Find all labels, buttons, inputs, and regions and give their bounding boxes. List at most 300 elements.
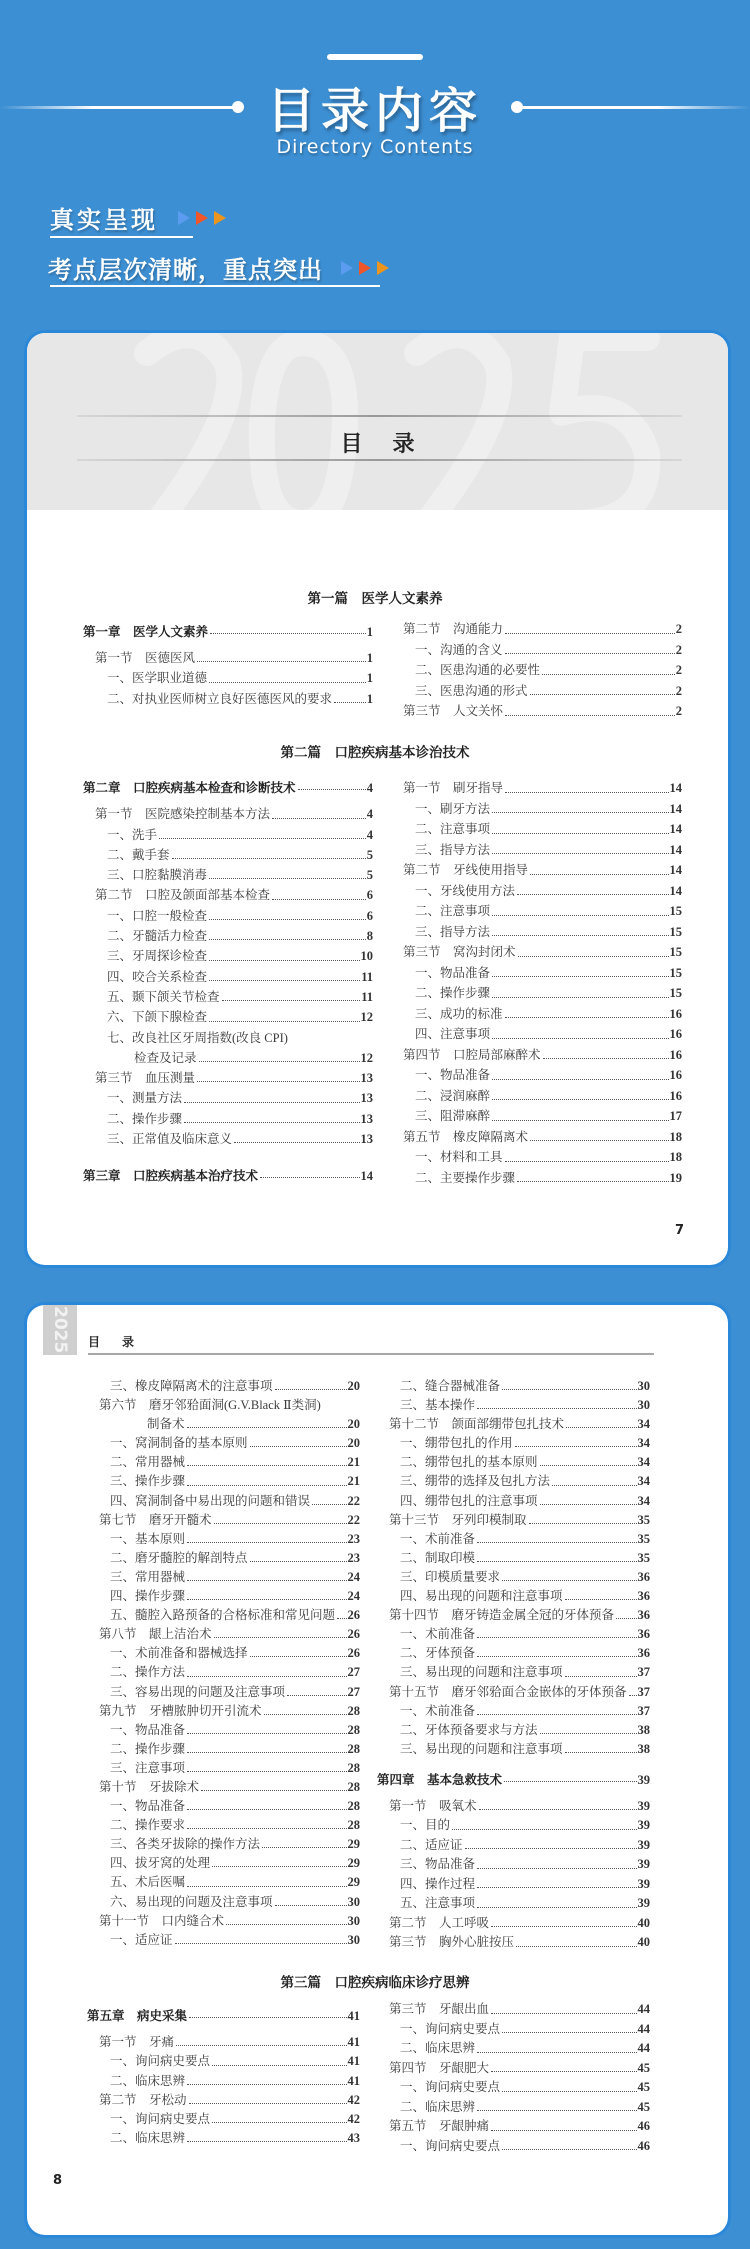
toc-item-row[interactable] [83,845,373,865]
toc-page-number: 13 [360,1111,373,1126]
toc-section-row[interactable] [377,1797,650,1817]
toc-section-row[interactable] [377,1415,650,1434]
toc-entry-title: 三、指导方法 [415,842,491,857]
slogan-text: 真实呈现 [50,206,158,234]
toc-item-row[interactable] [83,946,373,966]
dot-leader [337,1618,346,1619]
toc-item-row[interactable] [87,1415,360,1434]
toc-entry-title: 二、临床思辨 [110,2131,186,2146]
toc-entry-title: 第十四节 磨牙铸造金属全冠的牙体预备 [389,1608,615,1623]
dot-leader [209,939,366,940]
toc-entry-title: 二、临床思辨 [110,2073,186,2088]
toc-page-number: 28 [347,1722,360,1737]
toc-item-row[interactable] [83,1088,373,1108]
toc-item-row[interactable] [377,1836,650,1856]
toc-item-row[interactable] [87,2052,360,2071]
toc-item-row[interactable] [83,967,373,987]
toc-item-row[interactable] [377,2137,650,2157]
toc-item-row[interactable] [391,1065,682,1086]
toc-entry-title: 四、操作步骤 [110,1589,186,1604]
dot-leader [234,1142,359,1143]
toc-entry-title: 一、洗手 [107,827,158,842]
toc-item-row[interactable] [377,1894,650,1914]
toc-page-number: 29 [347,1856,360,1871]
toc-page-number: 28 [347,1741,360,1756]
toc-item-row[interactable] [377,1434,650,1453]
dot-leader [565,1752,637,1753]
toc-item-row[interactable] [391,1024,682,1045]
toc-item-row[interactable] [377,1453,650,1472]
toc-entry-title: 第三节 牙龈出血 [389,2002,490,2016]
toc-entry-title: 一、适应证 [110,1932,173,1947]
toc-item-row[interactable] [377,1644,650,1663]
dot-leader [565,1676,637,1677]
year-tab: 2025 [43,1305,77,1355]
toc-page-number: 1 [366,650,373,665]
toc-page-number: 14 [669,842,682,857]
toc-item-row[interactable] [391,963,682,984]
dot-leader [477,1907,636,1908]
toc-item-row[interactable] [377,1530,650,1549]
toc-item-row[interactable] [87,1472,360,1491]
toc-page-number: 16 [669,1006,682,1021]
dot-leader [209,919,366,920]
toc-item-row[interactable] [87,1759,360,1778]
toc-entry-title: 第二节 口腔及颌面部基本检查 [95,888,271,903]
toc-entry-title: 二、牙体预备 [400,1646,476,1661]
toc-entry-title: 三、指导方法 [415,924,491,939]
toc-item-row[interactable] [377,1663,650,1682]
toc-entry-title: 二、操作要求 [110,1818,186,1833]
toc-item-row[interactable] [87,1587,360,1606]
dot-leader [187,1886,346,1887]
toc-page-number: 20 [347,1417,360,1432]
toc-entry-title: 第一节 医院感染控制基本方法 [95,807,271,822]
toc-page-number: 38 [637,1722,650,1737]
toc-entry-title: 一、窝洞制备的基本原则 [110,1436,248,1451]
toc-section-row[interactable] [87,1778,360,1797]
dot-leader [214,1637,347,1638]
toc-item-row[interactable] [377,1472,650,1491]
toc-entry-title: 第五节 橡皮障隔离术 [403,1129,529,1144]
dot-leader [491,2130,636,2131]
toc-column [377,2000,650,2156]
toc-page-number: 2 [675,663,682,677]
toc-section-row[interactable] [83,885,373,905]
toc-item-row[interactable] [87,1606,360,1625]
toc-item-row[interactable] [377,1855,650,1875]
toc-item-row[interactable] [83,926,373,946]
dot-leader [518,956,669,957]
toc-section-row[interactable] [377,1933,650,1953]
toc-page-number: 29 [347,1837,360,1852]
dot-leader [540,1465,637,1466]
toc-page-number: 6 [366,908,373,923]
toc-page-number: 15 [669,986,682,1000]
toc-item-row[interactable] [87,1873,360,1892]
toc-entry-title: 二、临床思辨 [400,2099,476,2114]
toc-item-row[interactable] [87,1683,360,1702]
dot-leader [312,1504,346,1505]
toc-page-number: 14 [360,1168,373,1183]
toc-page-number: 27 [347,1665,360,1680]
toc-page-number: 11 [361,989,373,1004]
page-header: 目录 [88,1335,157,1349]
toc-item-row[interactable] [377,1740,650,1759]
dot-leader [492,915,668,916]
toc-chapter-row[interactable] [83,619,373,640]
toc-page-number: 21 [347,1474,360,1489]
toc-item-row[interactable] [377,1721,650,1740]
dot-leader [212,2065,346,2066]
divider [77,415,682,417]
toc-chapter-row[interactable] [83,776,373,796]
toc-entry-title: 一、沟通的含义 [415,642,503,657]
toc-entry-title: 一、牙线使用方法 [415,883,516,898]
slogan-1-underline [50,236,193,238]
toc-item-row[interactable] [391,881,682,902]
toc-section-row[interactable] [83,648,373,669]
toc-item-row[interactable] [83,1109,373,1129]
dot-leader [543,1058,669,1059]
toc-page-number: 2 [675,642,682,657]
toc-item-row[interactable] [391,1004,682,1025]
toc-page-number: 6 [366,888,373,903]
toc-item-row[interactable] [377,2020,650,2040]
toc-item-row[interactable] [87,1492,360,1511]
toc-page-number: 35 [637,1531,650,1546]
toc-item-row[interactable] [377,1625,650,1644]
divider [77,459,682,461]
toc-section-row[interactable] [391,942,682,963]
dot-leader [517,1181,668,1182]
toc-item-row[interactable] [87,1434,360,1453]
toc-page-number: 16 [669,1047,682,1062]
toc-item-row[interactable] [377,1587,650,1606]
toc-section-row[interactable] [377,1914,650,1934]
toc-item-row[interactable] [377,1377,650,1396]
toc-page-number: 39 [637,1837,650,1852]
toc-item-row[interactable] [391,922,682,943]
toc-entry-title: 二、对执业医师树立良好医德医风的要求 [107,691,333,706]
toc-item-row[interactable] [87,1721,360,1740]
dot-leader [184,1102,359,1103]
toc-section-row[interactable] [87,1912,360,1931]
dot-leader [262,1847,346,1848]
toc-item-row[interactable] [87,1644,360,1663]
toc-page-number: 14 [669,801,682,816]
toc-page-number: 44 [637,2021,650,2036]
toc-item-row[interactable] [87,1530,360,1549]
toc-column [377,1377,650,1759]
toc-page-number: 34 [637,1455,650,1470]
toc-item-row[interactable] [391,819,682,840]
toc-entry-title: 三、注意事项 [110,1760,186,1775]
toc-item-row[interactable] [83,1028,373,1048]
dot-leader [275,1905,347,1906]
toc-item-row[interactable] [87,1549,360,1568]
toc-item-row[interactable] [87,1835,360,1854]
toc-entry-title: 第四章 基本急救技术 [377,1771,503,1787]
dot-leader [250,1656,347,1657]
toc-page-number: 44 [637,2002,650,2016]
toc-page-number: 39 [637,1818,650,1832]
toc-page-number: 22 [347,1493,360,1508]
page-title-band [27,333,728,510]
toc-item-row[interactable] [391,640,682,661]
slogan-2 [48,250,389,285]
dot-leader [465,1848,637,1849]
toc-entry-title: 三、容易出现的问题及注意事项 [110,1684,286,1699]
toc-item-row[interactable] [83,1007,373,1027]
dot-leader [209,1021,359,1022]
dot-leader [187,1809,346,1810]
toc-entry-title: 一、材料和工具 [415,1150,503,1164]
dot-leader [187,1828,346,1829]
toc-section-row[interactable] [87,2091,360,2110]
toc-item-row[interactable] [377,2078,650,2098]
dot-leader [505,792,668,793]
toc-entry-title: 第一章 医学人文素养 [83,623,209,639]
toc-entry-title: 一、医学职业道德 [107,671,208,685]
toc-entry-title: 一、询问病史要点 [110,2111,211,2126]
toc-entry-title: 三、医患沟通的形式 [415,683,528,698]
toc-section-row[interactable] [377,2000,650,2020]
toc-page-number: 26 [347,1627,360,1642]
arrow-blue-icon [341,261,353,275]
toc-entry-title: 第三节 胸外心脏按压 [389,1935,515,1949]
dot-leader [492,935,668,936]
toc-page-number: 16 [669,1068,682,1082]
dot-leader [491,2013,636,2014]
toc-entry-title: 第二节 沟通能力 [403,622,504,636]
toc-section-row[interactable] [87,1702,360,1721]
dot-leader [502,2091,636,2092]
toc-item-row[interactable] [377,2039,650,2059]
toc-item-row[interactable] [83,1129,373,1149]
toc-section-row[interactable] [377,1511,650,1530]
toc-item-row[interactable] [87,1663,360,1682]
toc-entry-title: 一、绷带包扎的作用 [400,1436,513,1451]
toc-section-row[interactable] [377,1606,650,1625]
toc-entry-title: 六、易出现的问题及注意事项 [110,1894,273,1909]
toc-section-row[interactable] [377,2117,650,2137]
dot-leader [210,633,366,634]
toc-page-number: 11 [361,969,373,984]
toc-entry-title: 三、阻滞麻醉 [415,1109,491,1123]
dot-leader [565,1599,637,1600]
toc-item-row[interactable] [377,1568,650,1587]
toc-item-row[interactable] [87,2129,360,2148]
toc-entry-title: 一、目的 [400,1818,451,1832]
dot-leader [505,1017,669,1018]
toc-item-row[interactable] [83,689,373,710]
toc-item-row[interactable] [87,2072,360,2091]
toc-section-row[interactable] [87,2033,360,2052]
dot-leader [222,1000,361,1001]
toc-entry-title: 检查及记录 [134,1050,197,1065]
toc-page-number: 18 [669,1150,682,1164]
toc-entry-title: 一、物品准备 [110,1799,186,1814]
toc-item-row[interactable] [377,1396,650,1415]
toc-item-row[interactable] [87,1568,360,1587]
dot-leader [616,1618,636,1619]
toc-entry-title: 二、常用器械 [110,1455,186,1470]
toc-item-row[interactable] [83,825,373,845]
toc-entry-title: 四、操作过程 [400,1876,476,1891]
toc-entry-title: 第四节 口腔局部麻醉术 [403,1047,541,1062]
toc-item-row[interactable] [83,668,373,689]
toc-page-number: 36 [637,1646,650,1661]
toc-section-row[interactable] [377,1683,650,1702]
toc-section-row[interactable] [391,701,682,722]
toc-page-number: 20 [347,1379,360,1393]
toc-item-row[interactable] [83,987,373,1007]
toc-item-row[interactable] [87,1893,360,1912]
dot-leader [492,1099,668,1100]
toc-page-number: 41 [347,2035,360,2050]
toc-entry-title: 二、戴手套 [107,847,170,862]
toc-item-row[interactable] [377,1549,650,1568]
dot-leader [264,1714,347,1715]
toc-entry-title: 制备术 [147,1417,185,1432]
toc-item-row[interactable] [87,2110,360,2129]
toc-section-row[interactable] [87,1396,360,1415]
toc-item-row[interactable] [87,1816,360,1835]
toc-page-number: 8 [366,929,373,944]
toc-entry-title: 第九节 牙槽脓肿切开引流术 [99,1703,262,1718]
dot-leader [334,702,366,703]
toc-section-row[interactable] [87,1625,360,1644]
dot-leader [187,1733,346,1734]
toc-item-row[interactable] [391,840,682,861]
toc-item-row[interactable] [391,1106,682,1127]
toc-section-row[interactable] [377,2059,650,2079]
toc-entry-title: 第一节 医德医风 [95,650,196,665]
dot-leader [287,1695,346,1696]
toc-item-row[interactable] [377,1702,650,1721]
toc-page-number: 44 [637,2041,650,2055]
toc-item-row[interactable] [83,865,373,885]
toc-page-number: 28 [347,1818,360,1833]
dot-leader [479,1809,637,1810]
toc-item-row[interactable] [391,1086,682,1107]
toc-entry-title: 一、询问病史要点 [400,2138,501,2153]
dot-leader [175,1943,347,1944]
toc-page-number: 39 [637,1876,650,1891]
toc-section-row[interactable] [83,1068,373,1088]
slogan-1 [50,200,226,235]
toc-page-number: 36 [637,1608,650,1623]
toc-entry-title: 一、物品准备 [415,1068,491,1082]
toc-entry-title: 四、窝洞制备中易出现的问题和错误 [110,1493,311,1508]
toc-entry-title: 第六节 磨牙邻𬌗面洞(G.V.Black Ⅱ类洞) [99,1398,321,1413]
toc-entry-title: 二、浸润麻醉 [415,1088,491,1103]
toc-item-row[interactable] [391,681,682,702]
toc-item-row[interactable] [87,1797,360,1816]
dot-leader [477,2052,636,2053]
toc-item-row[interactable] [391,901,682,922]
toc-chapter-row[interactable] [377,1768,650,1788]
toc-item-row[interactable] [377,2098,650,2118]
arrows-icon [178,211,226,225]
toc-item-row[interactable] [87,1931,360,1950]
dot-leader [209,960,359,961]
part-heading: 第一篇 医学人文素养 [307,591,443,607]
toc-page-number: 5 [366,868,373,883]
dot-leader [477,1714,636,1715]
toc-section-row[interactable] [391,778,682,799]
toc-item-row[interactable] [377,1816,650,1836]
toc-item-row[interactable] [87,1453,360,1472]
arrows-icon [341,261,389,275]
toc-entry-title: 四、绷带包扎的注意事项 [400,1493,538,1508]
toc-page-number: 37 [637,1665,650,1680]
toc-item-row[interactable] [87,1740,360,1759]
dot-leader [184,1122,359,1123]
toc-page-number: 30 [637,1398,650,1413]
dot-leader [502,2032,636,2033]
toc-entry-title: 三、基本操作 [400,1398,476,1413]
toc-page-number: 14 [669,822,682,836]
toc-entry-title: 三、正常值及临床意义 [107,1132,233,1147]
toc-page-number: 1 [366,671,373,685]
toc-section-row[interactable] [87,1511,360,1530]
toc-entry-title: 三、易出现的问题和注意事项 [400,1741,563,1756]
toc-entry-title: 二、牙体预备要求与方法 [400,1722,538,1737]
toc-item-row[interactable] [377,1492,650,1511]
toc-item-row[interactable] [391,983,682,1004]
dot-leader [187,2141,346,2142]
toc-item-row[interactable] [391,799,682,820]
toc-item-row[interactable] [377,1875,650,1895]
toc-chapter-row[interactable] [87,2005,360,2024]
toc-page-number: 30 [347,1894,360,1909]
page-number: 8 [53,2173,63,2188]
dot-leader [505,1161,669,1162]
toc-item-row[interactable] [391,1147,682,1168]
dot-leader [275,1389,347,1390]
toc-section-row[interactable] [391,619,682,640]
dot-leader [189,2017,346,2018]
toc-section-row[interactable] [391,1045,682,1066]
toc-page-number: 13 [360,1132,373,1147]
dot-leader [187,1427,347,1428]
toc-item-row[interactable] [83,1048,373,1068]
toc-page-number: 1 [366,691,373,706]
dot-leader [516,1946,636,1947]
dot-leader [491,1926,636,1927]
toc-page-number: 14 [669,883,682,898]
toc-item-row[interactable] [87,1854,360,1873]
toc-page-number: 34 [637,1436,650,1451]
toc-column [83,619,373,709]
toc-section-row[interactable] [83,804,373,824]
toc-chapter-row[interactable] [83,1163,373,1183]
toc-item-row[interactable] [87,1377,360,1396]
toc-item-row[interactable] [83,906,373,926]
arrow-red-icon [196,211,208,225]
toc-entry-title: 四、拔牙窝的处理 [110,1856,211,1871]
toc-page-number: 14 [669,863,682,877]
toc-item-row[interactable] [391,660,682,681]
toc-section-row[interactable] [391,1127,682,1148]
toc-entry-title: 第七节 磨牙开髓术 [99,1512,212,1527]
dot-leader [209,682,366,683]
toc-item-row[interactable] [391,1168,682,1189]
toc-section-row[interactable] [391,860,682,881]
toc-page-number: 5 [366,847,373,862]
